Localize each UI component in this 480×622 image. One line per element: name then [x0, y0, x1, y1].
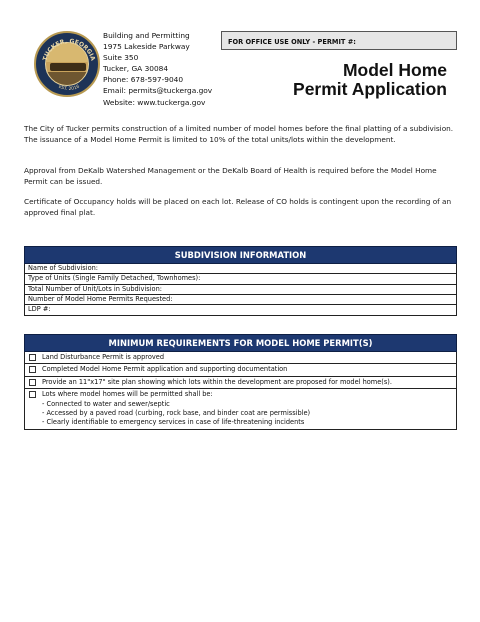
svg-text:TUCKER, GEORGIA: TUCKER, GEORGIA — [41, 37, 97, 62]
approval-paragraph: Approval from DeKalb Watershed Management or the DeKalb Board of Health is required before the Model Home Permit can be issued. — [24, 166, 437, 186]
requirements-heading: MINIMUM REQUIREMENTS FOR MODEL HOME PERMIT(S) — [24, 334, 457, 352]
seal-lettering — [36, 33, 102, 99]
svg-text:EST. 2016: EST. 2016 — [57, 84, 81, 93]
title-line-2: Permit Application — [293, 79, 447, 99]
suite: Suite 350 — [103, 53, 139, 63]
title-line-1: Model Home — [342, 60, 447, 80]
city-state-zip: Tucker, GA 30084 — [103, 64, 169, 74]
subdivision-name-field[interactable]: Name of Subdivision: — [25, 264, 456, 274]
street-address: 1975 Lakeside Parkway — [103, 42, 190, 52]
subdivision-heading: SUBDIVISION INFORMATION — [24, 246, 457, 264]
ldp-number-field[interactable]: LDP #: — [28, 305, 51, 314]
phone-number: Phone: 678-597-9040 — [103, 75, 184, 85]
office-use-permit-field[interactable]: FOR OFFICE USE ONLY - PERMIT #: — [221, 31, 457, 50]
department-name: Building and Permitting — [103, 31, 190, 40]
requirement-item: Completed Model Home Permit application and supporting documentation — [25, 364, 456, 376]
checkbox[interactable] — [29, 379, 36, 386]
sub-requirement: - Connected to water and sewer/septic — [42, 399, 170, 408]
website: Website: www.tuckerga.gov — [103, 97, 206, 107]
sub-requirement: - Clearly identifiable to emergency services in case of life-threatening incidents — [42, 418, 305, 427]
intro-paragraph: The City of Tucker permits construction of a limited number of model homes before the final platting of a subdivision. The issuance of a Model Home Permit is limited to 10% of the total units/lots within the development. — [24, 124, 454, 144]
unit-type-field[interactable]: Type of Units (Single Family Detached, Townhomes): — [25, 274, 456, 284]
certificate-paragraph: Certificate of Occupancy holds will be placed on each lot. Release of CO holds is contingent upon the recording of an approved final plat. — [24, 197, 452, 217]
subdivision-form — [24, 264, 457, 316]
requirements-list — [24, 352, 457, 430]
address-block — [103, 30, 228, 108]
checkbox[interactable] — [29, 366, 36, 373]
permits-requested-field[interactable]: Number of Model Home Permits Requested: — [25, 295, 456, 305]
requirement-item: Land Disturbance Permit is approved — [25, 352, 456, 364]
page-title — [293, 61, 447, 99]
requirement-item: Provide an 11"x17" site plan showing which lots within the development are proposed for model home(s). — [25, 377, 456, 389]
checkbox[interactable] — [29, 391, 36, 398]
sub-requirement: - Accessed by a paved road (curbing, rock base, and binder coat are permissible) — [42, 409, 311, 418]
requirement-item — [25, 389, 456, 429]
total-units-field[interactable]: Total Number of Unit/Lots in Subdivision: — [25, 285, 456, 295]
requirement-lots-label: Lots where model homes will be permitted shall be: — [42, 390, 213, 399]
checkbox[interactable] — [29, 354, 36, 361]
city-seal — [34, 31, 100, 97]
email-address: Email: permits@tuckerga.gov — [103, 86, 213, 96]
